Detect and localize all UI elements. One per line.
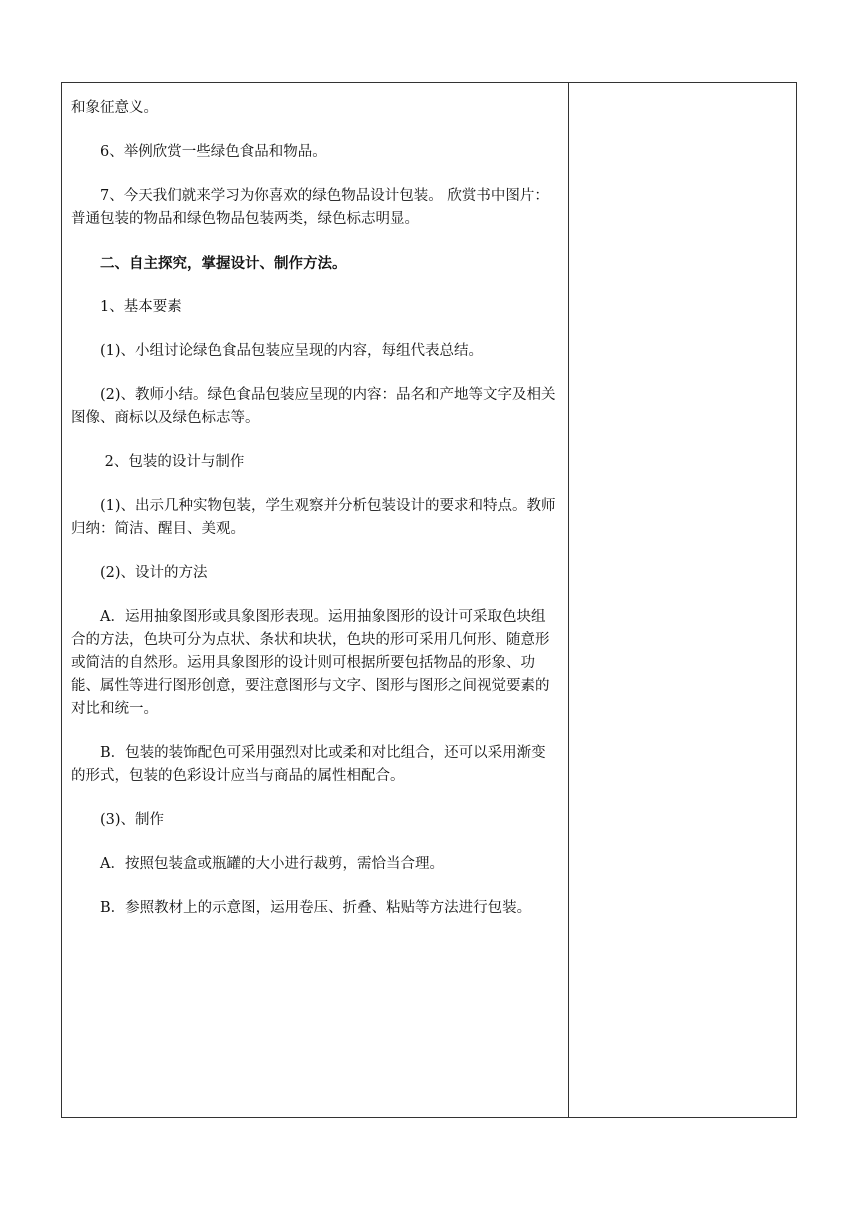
paragraph: B．参照教材上的示意图，运用卷压、折叠、粘贴等方法进行包装。	[100, 900, 532, 916]
paragraph: A．按照包装盒或瓶罐的大小进行裁剪，需恰当合理。	[100, 856, 444, 872]
paragraph: (2)、教师小结。绿色食品包装应呈现的内容：品名和产地等文字及相关图像、商标以及绿色标志等。	[71, 387, 556, 426]
paragraph: (1)、出示几种实物包装，学生观察并分析包装设计的要求和特点。教师归纳：简洁、醒目、美观。	[71, 498, 556, 537]
notes-column	[569, 83, 796, 1117]
paragraph: B．包装的装饰配色可采用强烈对比或柔和对比组合，还可以采用渐变的形式，包装的色彩设计应当与商品的属性相配合。	[71, 745, 546, 784]
paragraph: 和象征意义。	[71, 100, 158, 116]
paragraph: 6、举例欣赏一些绿色食品和物品。	[100, 144, 327, 160]
section-heading: 二、自主探究，掌握设计、制作方法。	[100, 255, 347, 272]
paragraph: 2、包装的设计与制作	[100, 454, 245, 470]
lesson-content-column	[71, 97, 559, 920]
paragraph: (2)、设计的方法	[100, 565, 208, 581]
paragraph: (3)、制作	[100, 812, 165, 828]
paragraph: 1、基本要素	[100, 299, 182, 315]
paragraph: A．运用抽象图形或具象图形表现。运用抽象图形的设计可采取色块组合的方法，色块可分为点状、条状和块状，色块的形可采用几何形、随意形或简洁的自然形。运用具象图形的设计则可根据所要包括物品的形象、功能、属性等进行图形创意，要注意图形与文字、图形与图形之间视觉要素的对比和统一。	[71, 609, 550, 717]
paragraph: 7、今天我们就来学习为你喜欢的绿色物品设计包装。 欣赏书中图片：普通包装的物品和绿色物品包装两类，绿色标志明显。	[71, 188, 549, 227]
lesson-table	[61, 82, 797, 1118]
paragraph: (1)、小组讨论绿色食品包装应呈现的内容，每组代表总结。	[100, 343, 484, 359]
